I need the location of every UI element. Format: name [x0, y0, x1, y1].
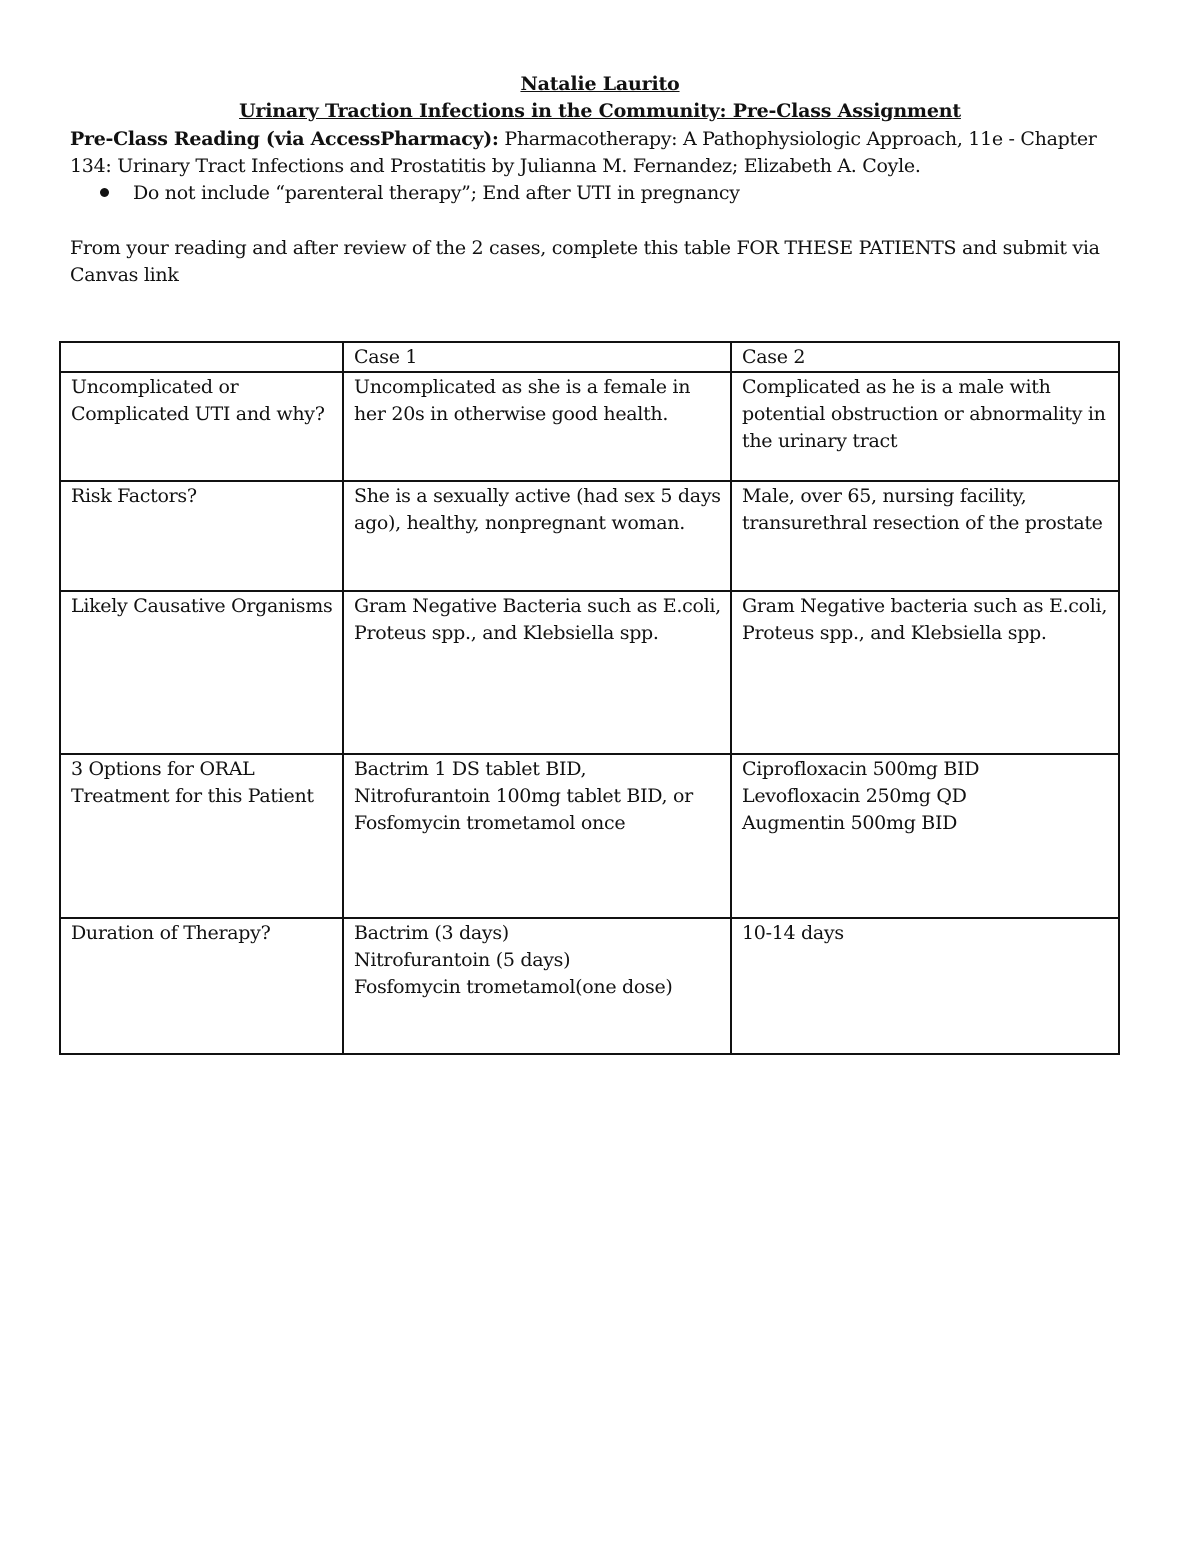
cell-line: Levofloxacin 250mg QD	[742, 785, 967, 807]
instructions-paragraph: From your reading and after review of the 2 cases, complete this table FOR THESE PATIENTS and submit via Canvas link	[70, 237, 1100, 286]
case1-cell	[343, 481, 731, 591]
reading-text: Pharmacotherapy: A Pathophysiologic Approach, 11e - Chapter 134: Urinary Tract Infections and Prostatitis by Julianna M. Fernandez; Elizabeth A. Coyle.	[70, 128, 1097, 177]
case2-cell	[731, 372, 1119, 481]
document-title: Urinary Traction Infections in the Community: Pre-Class Assignment	[239, 100, 961, 122]
assignment-table	[59, 341, 1120, 1055]
header-cell-case2: Case 2	[731, 342, 1119, 372]
case1-cell	[343, 591, 731, 754]
cell-line: Augmentin 500mg BID	[742, 812, 958, 834]
cell-line: Complicated as he is a male with potential obstruction or abnormality in the urinary tract	[742, 376, 1106, 452]
bullet-item	[100, 180, 740, 207]
header-cell-empty	[60, 342, 343, 372]
table-row	[60, 372, 1119, 481]
table-row	[60, 754, 1119, 918]
cell-line: 10-14 days	[742, 922, 844, 944]
row-label: Uncomplicated or Complicated UTI and why?	[60, 372, 343, 481]
table-header-row	[60, 342, 1119, 372]
case1-cell	[343, 372, 731, 481]
cell-line: Gram Negative Bacteria such as E.coli, Proteus spp., and Klebsiella spp.	[354, 595, 721, 644]
bullet-text: Do not include “parenteral therapy”; End after UTI in pregnancy	[133, 182, 740, 204]
cell-line: Male, over 65, nursing facility, transurethral resection of the prostate	[742, 485, 1103, 534]
cell-line: Bactrim (3 days)	[354, 922, 509, 944]
cell-line: Nitrofurantoin (5 days)	[354, 949, 571, 971]
case2-cell	[731, 481, 1119, 591]
row-label: 3 Options for ORAL Treatment for this Patient	[60, 754, 343, 918]
row-label: Duration of Therapy?	[60, 918, 343, 1054]
table-row	[60, 918, 1119, 1054]
bullet-icon	[100, 188, 109, 197]
case1-cell	[343, 918, 731, 1054]
reading-paragraph	[70, 126, 1130, 180]
cell-line: She is a sexually active (had sex 5 days ago), healthy, nonpregnant woman.	[354, 485, 721, 534]
case2-cell	[731, 754, 1119, 918]
row-label: Risk Factors?	[60, 481, 343, 591]
case2-cell	[731, 591, 1119, 754]
author-name: Natalie Laurito	[520, 73, 680, 95]
cell-line: Uncomplicated as she is a female in her 20s in otherwise good health.	[354, 376, 691, 425]
table-row	[60, 481, 1119, 591]
case2-cell	[731, 918, 1119, 1054]
header-cell-case1: Case 1	[343, 342, 731, 372]
cell-line: Ciprofloxacin 500mg BID	[742, 758, 980, 780]
cell-line: Fosfomycin trometamol(one dose)	[354, 976, 673, 998]
row-label: Likely Causative Organisms	[60, 591, 343, 754]
case1-cell	[343, 754, 731, 918]
reading-label: Pre-Class Reading (via AccessPharmacy):	[70, 128, 499, 150]
cell-line: Bactrim 1 DS tablet BID, Nitrofurantoin 100mg tablet BID, or Fosfomycin trometamol once	[354, 758, 693, 834]
table-row	[60, 591, 1119, 754]
cell-line: Gram Negative bacteria such as E.coli, Proteus spp., and Klebsiella spp.	[742, 595, 1108, 644]
